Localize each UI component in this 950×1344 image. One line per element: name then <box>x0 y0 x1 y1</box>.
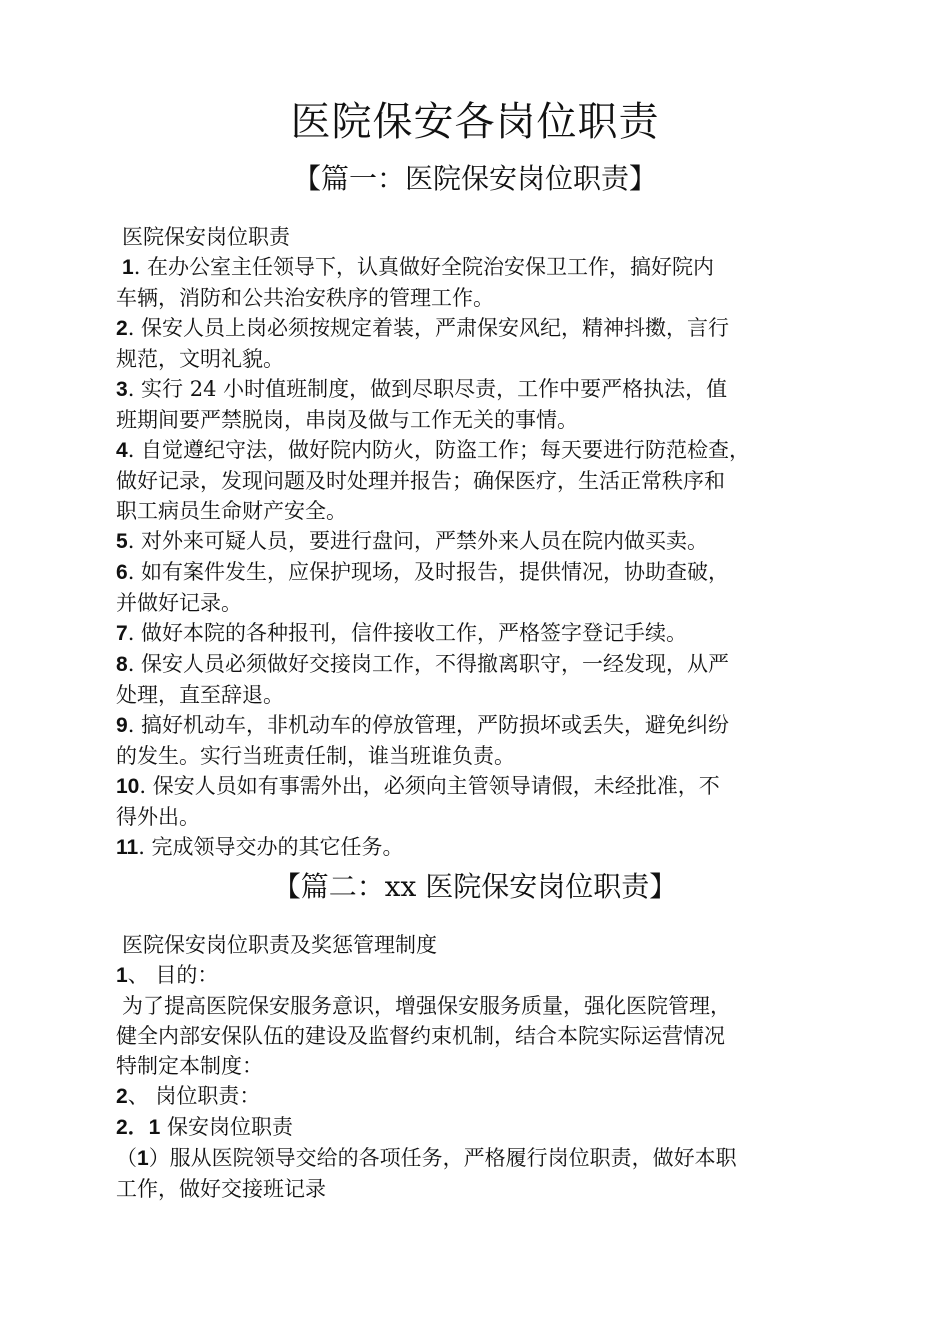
section-1-body <box>116 222 846 863</box>
item-number: 7 <box>116 622 128 645</box>
item-number: 1 <box>122 256 134 279</box>
item-number: 1 <box>137 1147 149 1170</box>
duty-item-8-cont: 处理，直至辞退。 <box>116 683 284 707</box>
duty-item-3-cont: 班期间要严禁脱岗，串岗及做与工作无关的事情。 <box>116 408 578 432</box>
duty-item-4-cont-2: 职工病员生命财产安全。 <box>116 499 347 523</box>
item-line: ）服从医院领导交给的各项任务，严格履行岗位职责，做好本职 <box>148 1146 737 1170</box>
item-line: . 保安人员必须做好交接岗工作，不得撤离职守，一经发现，从严 <box>127 652 730 676</box>
item-line: . 做好本院的各种报刊，信件接收工作，严格签字登记手续。 <box>127 621 688 645</box>
section-2-body <box>116 930 846 1204</box>
item-number: 2．1 <box>116 1116 161 1139</box>
item-number: 8 <box>116 653 128 676</box>
item-line: . 对外来可疑人员，要进行盘问，严禁外来人员在院内做买卖。 <box>127 529 709 553</box>
item-line: . 在办公室主任领导下，认真做好全院治安保卫工作，搞好院内 <box>133 255 715 279</box>
item-line: . 实行 24 小时值班制度，做到尽职尽责，工作中要严格执法，值 <box>127 377 728 401</box>
section-2-intro: 医院保安岗位职责及奖惩管理制度 <box>122 933 437 957</box>
duty-item-9 <box>116 710 846 741</box>
duty-item-1 <box>116 252 846 283</box>
section-1-intro: 医院保安岗位职责 <box>122 225 290 249</box>
duty-item-10 <box>116 771 846 802</box>
item-number: 4 <box>116 439 128 462</box>
item-prefix: （ <box>116 1146 137 1170</box>
document-title: 医院保安各岗位职责 <box>290 99 660 145</box>
item-line: . 如有案件发生，应保护现场，及时报告，提供情况，协助查破， <box>127 560 730 584</box>
duty-item-2-cont: 规范，文明礼貌。 <box>116 347 284 371</box>
duty-item-11 <box>116 832 846 863</box>
duty-item-2 <box>116 313 846 344</box>
duty-item-8 <box>116 649 846 680</box>
duty-item-9-cont: 的发生。实行当班责任制，谁当班谁负责。 <box>116 744 515 768</box>
section-2-heading: 【篇二：xx 医院保安岗位职责】 <box>272 870 678 903</box>
item-number: 6 <box>116 561 128 584</box>
section-1-heading: 【篇一：医院保安岗位职责】 <box>292 162 657 195</box>
item-number: 9 <box>116 714 128 737</box>
item-line: . 完成领导交办的其它任务。 <box>138 835 404 859</box>
item-line: 、 岗位职责： <box>127 1084 261 1108</box>
item-number: 3 <box>116 378 128 401</box>
item-line: 保安岗位职责 <box>160 1115 294 1139</box>
section-2-line-3: 健全内部安保队伍的建设及监督约束机制，结合本院实际运营情况 <box>116 1024 725 1048</box>
section-2-line-purpose <box>116 960 846 991</box>
duty-item-6 <box>116 557 846 588</box>
item-number: 1 <box>116 964 128 987</box>
item-number: 11 <box>116 836 139 859</box>
item-number: 5 <box>116 530 128 553</box>
section-2-line-security-duties <box>116 1112 846 1143</box>
section-2-line-7 <box>116 1143 846 1174</box>
item-number: 2 <box>116 317 128 340</box>
duty-item-4 <box>116 435 846 466</box>
section-2-line-duties <box>116 1081 846 1112</box>
item-line: . 自觉遵纪守法，做好院内防火，防盗工作；每天要进行防范检查， <box>127 438 751 462</box>
section-2-line-4: 特制定本制度： <box>116 1054 263 1078</box>
duty-item-7 <box>116 618 846 649</box>
item-line: . 保安人员如有事需外出，必须向主管领导请假，未经批准，不 <box>139 774 720 798</box>
item-number: 2 <box>116 1085 128 1108</box>
section-2-line-2: 为了提高医院保安服务意识，增强保安服务质量，强化医院管理， <box>122 994 731 1018</box>
duty-item-3 <box>116 374 846 405</box>
item-line: . 保安人员上岗必须按规定着装，严肃保安风纪，精神抖擞，言行 <box>127 316 730 340</box>
item-line: . 搞好机动车，非机动车的停放管理，严防损坏或丢失，避免纠纷 <box>127 713 730 737</box>
item-number: 10 <box>116 775 140 798</box>
section-2-line-8: 工作，做好交接班记录 <box>116 1177 326 1201</box>
duty-item-1-cont: 车辆，消防和公共治安秩序的管理工作。 <box>116 286 494 310</box>
duty-item-6-cont: 并做好记录。 <box>116 591 242 615</box>
duty-item-4-cont-1: 做好记录，发现问题及时处理并报告；确保医疗，生活正常秩序和 <box>116 469 725 493</box>
duty-item-5 <box>116 526 846 557</box>
item-line: 、 目的： <box>127 963 219 987</box>
duty-item-10-cont: 得外出。 <box>116 805 200 829</box>
